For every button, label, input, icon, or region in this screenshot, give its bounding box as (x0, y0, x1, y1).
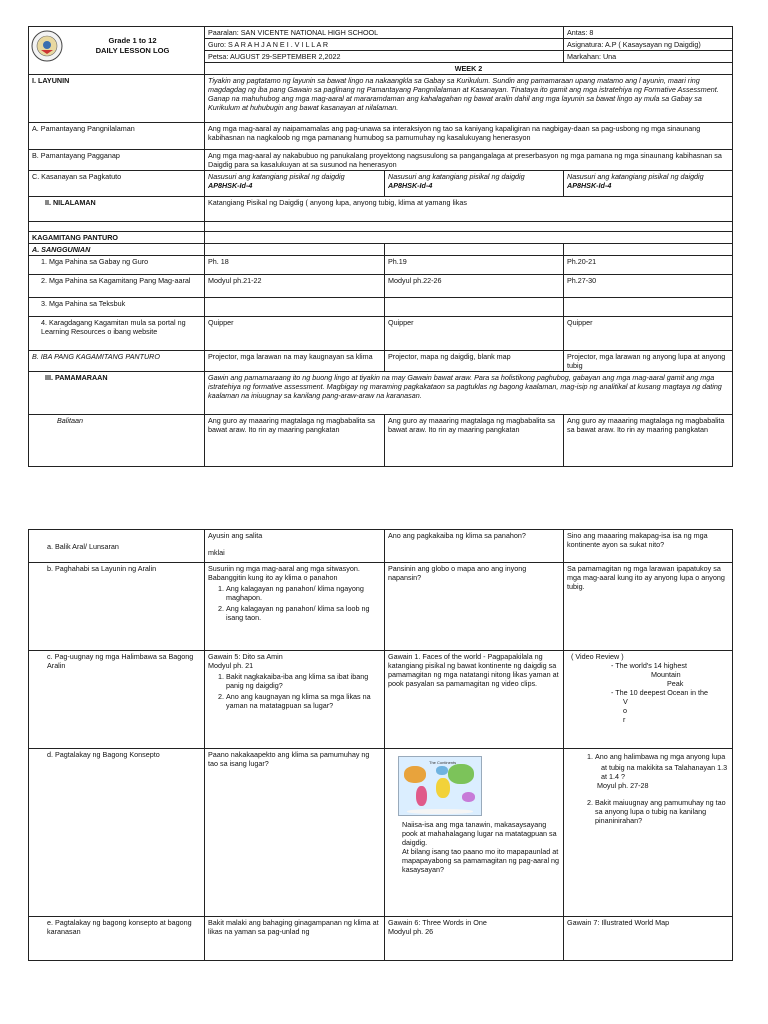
nilalaman-label: II. NILALAMAN (29, 197, 205, 222)
spacer-cell (205, 222, 733, 232)
video-item: V (623, 697, 628, 706)
sanggunian-label: A. SANGGUNIAN (29, 244, 205, 256)
school-cell: Paaralan: SAN VICENTE NATIONAL HIGH SCHOOL (205, 27, 564, 39)
spacer-cell (29, 222, 205, 232)
paghahabi-col-1 (205, 563, 385, 651)
south-america-shape (416, 786, 427, 806)
video-item: Peak (667, 679, 684, 688)
gawain-title: Gawain 6: Three Words in One (388, 918, 487, 927)
layunin-text: Tiyakin ang pagtatamo ng layunin sa bawat lingo na nakaangkla sa Gabay sa Kurikulum. Sundin ang pamamaraan upang matamo ang l ayunin, maari ring magdagdag ng iba pang Gawain sa paglinang ng Pamantayang Pangnilalaman at Kasanayan. Tinataya ito gamit ang mga istratehiya ng Formative Assessment. Ganap na mahuhubog ang mga mag-aaral at mararamdaman ang kahalagahan ng bawat aralin dahil ang mga layunin sa bawat lingo ay mula sa Gabay sa Kurikulum at huhubugin ang bawat kasanayan at nilalaman. (205, 75, 733, 123)
pagtalakay-col-1: Paano nakakaapekto ang klima sa pamumuhay ng tao sa isang lugar? (205, 749, 385, 917)
sanggunian-cell (205, 298, 385, 317)
balitaan-cell: Ang guro ay maaaring magtalaga ng magbabalita sa bawat araw. Ito rin ay maaring pangkatan (385, 415, 564, 467)
list-item: 1. Ang kalagayan ng panahon/ klima ngayong maghapon. (226, 584, 381, 602)
video-item: r (623, 715, 626, 724)
list-item: 1. Bakit nagkakaiba-iba ang klima sa ibat ibang panig ng daigdig? (226, 672, 381, 690)
map-title: The Continents (429, 760, 457, 765)
layunin-label: I. LAYUNIN (29, 75, 205, 123)
balik-aral-col-3: Sino ang maaaring makapag-isa isa ng mga kontinente ayon sa sukat nito? (564, 530, 733, 563)
video-item: Mountain (651, 670, 681, 679)
pamamaraan-label: III. PAMAMARAAN (29, 372, 205, 415)
date-cell: Petsa: AUGUST 29-SEPTEMBER 2,2022 (205, 51, 564, 63)
karanasan-col-3: Gawain 7: Illustrated World Map (564, 917, 733, 961)
antarctica-shape (407, 809, 473, 814)
paghahabi-col-3: Sa pamamagitan ng mga larawan ipapatukoy sa mga mag-aaral kung ito ay anyong lupa o anyong tubig. (564, 563, 733, 651)
sanggunian-cell: Quipper (205, 317, 385, 351)
pagtalakay-col-2 (385, 749, 564, 917)
pamamaraan-text: Gawin ang pamamaraang ito ng buong lingo at tiyakin na may Gawain bawat araw. Para sa holistikong paghubog, gabayan ang mga mag-aaral gamit ang mga istratehiya ng formative assessment. Magbigay ng maraming pagkakataon sa pagtuklas ng bagong kaalaman, mag-isip ng analitikal at kusang magtaya ng dating kaalaman na iniuugnay sa kanilang pang-araw-araw na karanasan. (205, 372, 733, 415)
balik-aral-col-2: Ano ang pagkakaiba ng klima sa panahon? (385, 530, 564, 563)
paguugnay-col-3 (564, 651, 733, 749)
iba-kagamitan-cell: Projector, mga larawan na may kaugnayan sa klima (205, 351, 385, 372)
teacher-cell: Guro: S A R A H J A N E I . V I L L A R (205, 39, 564, 51)
video-item: - The 10 deepest Ocean in the (611, 688, 708, 697)
video-item: o (623, 706, 627, 715)
gawain-title: Gawain 5: Dito sa Amin (208, 652, 283, 661)
pagtalakay-text: Naiisa-isa ang mga tanawin, makasaysayang pook at mahahalagang lugar na matatagpuan sa daigdig. At bilang isang tao paano mo ito mapapaunlad at mapapayabong sa pamamagitan ng pag-aaral ng kasaysayan? (402, 820, 560, 874)
kagamitan-label: KAGAMITANG PANTURO (29, 232, 205, 244)
spacer-cell (564, 244, 733, 256)
header-left-cell (29, 27, 205, 75)
kasanayan-text: Nasusuri ang katangiang pisikal ng daigdig (567, 172, 704, 181)
balitaan-label: Balitaan (29, 415, 205, 467)
pagtalakay-list-2 (567, 798, 729, 825)
deped-seal-icon (31, 30, 63, 62)
grade-label: Grade 1 to 12 (108, 36, 157, 45)
sanggunian-cell: Modyul ph.22-26 (385, 275, 564, 298)
list-item: 2. Bakit maiuugnay ang pamumuhay ng tao sa anyong lupa o tubig na kanilang pinaninirahan? (595, 798, 729, 825)
modyul-ref: Modyul ph. 21 (208, 661, 254, 670)
sanggunian-row-label: 1. Mga Pahina sa Gabay ng Guro (29, 256, 205, 275)
paghahabi-label: b. Paghahabi sa Layunin ng Aralin (29, 563, 205, 651)
list-item: 2. Ang kalagayan ng panahon/ klima sa loob ng isang taon. (226, 604, 381, 622)
north-america-shape (404, 766, 426, 783)
modyul-ref: Moyul ph. 27-28 (597, 781, 649, 790)
spacer-cell (385, 244, 564, 256)
karanasan-col-2 (385, 917, 564, 961)
markahan-cell: Markahan: Una (564, 51, 733, 63)
sanggunian-cell: Ph. 18 (205, 256, 385, 275)
lesson-log-table-page1 (28, 26, 733, 467)
paguugnay-col-1 (205, 651, 385, 749)
video-review-label: ( Video Review ) (571, 652, 624, 661)
pagganap-label: B. Pamantayang Pagganap (29, 150, 205, 171)
sanggunian-cell: Quipper (385, 317, 564, 351)
sanggunian-cell: Ph.27-30 (564, 275, 733, 298)
paguugnay-label: c. Pag-uugnay ng mga Halimbawa sa Bagong Aralin (29, 651, 205, 749)
modyul-ref: Modyul ph. 26 (388, 927, 434, 936)
video-item: - The world's 14 highest (611, 661, 687, 670)
sanggunian-row-label: 2. Mga Pahina sa Kagamitang Pang Mag-aaral (29, 275, 205, 298)
iba-kagamitan-cell: Projector, mapa ng daigdig, blank map (385, 351, 564, 372)
asignatura-cell: Asignatura: A.P ( Kasaysayan ng Daigdig) (564, 39, 733, 51)
balitaan-cell: Ang guro ay maaaring magtalaga ng magbabalita sa bawat araw. Ito rin ay maaring pangkatan (564, 415, 733, 467)
lesson-log-table-page2 (28, 529, 733, 961)
iba-kagamitan-cell: Projector, mga larawan ng anyong lupa at anyong tubig (564, 351, 733, 372)
australia-shape (462, 792, 475, 802)
sanggunian-cell: Ph.20-21 (564, 256, 733, 275)
kasanayan-col-3 (564, 171, 733, 197)
list-item: 2. Ano ang kaugnayan ng klima sa mga likas na yaman na matatagpuan sa lugar? (226, 692, 381, 710)
asia-shape (448, 764, 474, 784)
kasanayan-code: AP8HSK-Id-4 (388, 181, 433, 190)
week-cell: WEEK 2 (205, 63, 733, 75)
antas-cell: Antas: 8 (564, 27, 733, 39)
nilalaman-text: Katangiang Pisikal ng Daigdig ( anyong lupa, anyong tubig, klima at yamang likas (205, 197, 733, 222)
kasanayan-code: AP8HSK-Id-4 (567, 181, 612, 190)
iba-kagamitan-label: B. IBA PANG KAGAMITANG PANTURO (29, 351, 205, 372)
pangnilalaman-label: A. Pamantayang Pangnilalaman (29, 123, 205, 150)
sanggunian-cell: Quipper (564, 317, 733, 351)
sanggunian-cell: Modyul ph.21-22 (205, 275, 385, 298)
list-item: 1. Ano ang halimbawa ng mga anyong lupa (595, 752, 729, 761)
sanggunian-row-label: 4. Karagdagang Kagamitan mula sa portal ng Learning Resources o ibang website (29, 317, 205, 351)
sanggunian-row-label: 3. Mga Pahina sa Teksbuk (29, 298, 205, 317)
spacer-cell (205, 244, 385, 256)
paghahabi-list (208, 584, 381, 622)
world-map-image (398, 756, 482, 816)
europe-shape (436, 766, 448, 775)
spacer-cell (205, 232, 733, 244)
balik-aral-label: a. Balik Aral/ Lunsaran (29, 530, 205, 563)
balik-aral-col-1 (205, 530, 385, 563)
kasanayan-col-2 (385, 171, 564, 197)
balitaan-cell: Ang guro ay maaaring magtalaga ng magbabalita sa bawat araw. Ito rin ay maaring pangkatan (205, 415, 385, 467)
paghahabi-intro: Susuriin ng mga mag-aaral ang mga sitwasyon. Babanggitin kung ito ay klima o panahon (208, 564, 360, 582)
pangnilalaman-text: Ang mga mag-aaral ay naipamamalas ang pag-unawa sa interaksiyon ng tao sa kaniyang kapaligiran na nagbigay-daan sa pag-usbong ng mga sinaunang kabihasnan na nagkaloob ng mga pamanang humubog sa pamumuhay ng kasalukuyang henerasyon (205, 123, 733, 150)
log-title: DAILY LESSON LOG (95, 46, 170, 55)
pagtalakay-col-3 (564, 749, 733, 917)
paguugnay-col-2: Gawain 1. Faces of the world - Pagpapakilala ng katangiang pisikal ng bawat kontinente ng daigdig sa pamamagitan ng mga natatangi nitong likas yaman at pook pasyalan sa pamamagitan ng video clips. (385, 651, 564, 749)
kasanayan-col-1 (205, 171, 385, 197)
sanggunian-cell: Ph.19 (385, 256, 564, 275)
pagtalakay-text: at tubig na makikita sa Talahanayan 1.3 at 1.4 ? (601, 763, 728, 781)
sanggunian-cell (564, 298, 733, 317)
kasanayan-text: Nasusuri ang katangiang pisikal ng daigdig (388, 172, 525, 181)
paguugnay-list (208, 672, 381, 710)
pagtalakay-label: d. Pagtalakay ng Bagong Konsepto (29, 749, 205, 917)
karanasan-label: e. Pagtalakay ng bagong konsepto at bagong karanasan (29, 917, 205, 961)
kasanayan-code: AP8HSK-Id-4 (208, 181, 253, 190)
kasanayan-label: C. Kasanayan sa Pagkatuto (29, 171, 205, 197)
kasanayan-text: Nasusuri ang katangiang pisikal ng daigdig (208, 172, 345, 181)
paghahabi-col-2: Pansinin ang globo o mapa ano ang inyong napansin? (385, 563, 564, 651)
africa-shape (436, 778, 450, 798)
karanasan-col-1: Bakit malaki ang bahaging ginagampanan ng klima at likas na yaman sa pag-unlad ng (205, 917, 385, 961)
sanggunian-cell (385, 298, 564, 317)
pagganap-text: Ang mga mag-aaral ay nakabubuo ng panukalang proyektong nagsusulong sa pangangalaga at preserbasyon ng mga pamana ng mga sinaunang kabihasnan sa Daigdig para sa kasalukuyan at sa susunod na henerasyon (205, 150, 733, 171)
balik-aral-text: Ayusin ang salita (208, 531, 263, 540)
pagtalakay-list-1 (567, 752, 729, 761)
scrambled-word: mklai (208, 548, 225, 557)
